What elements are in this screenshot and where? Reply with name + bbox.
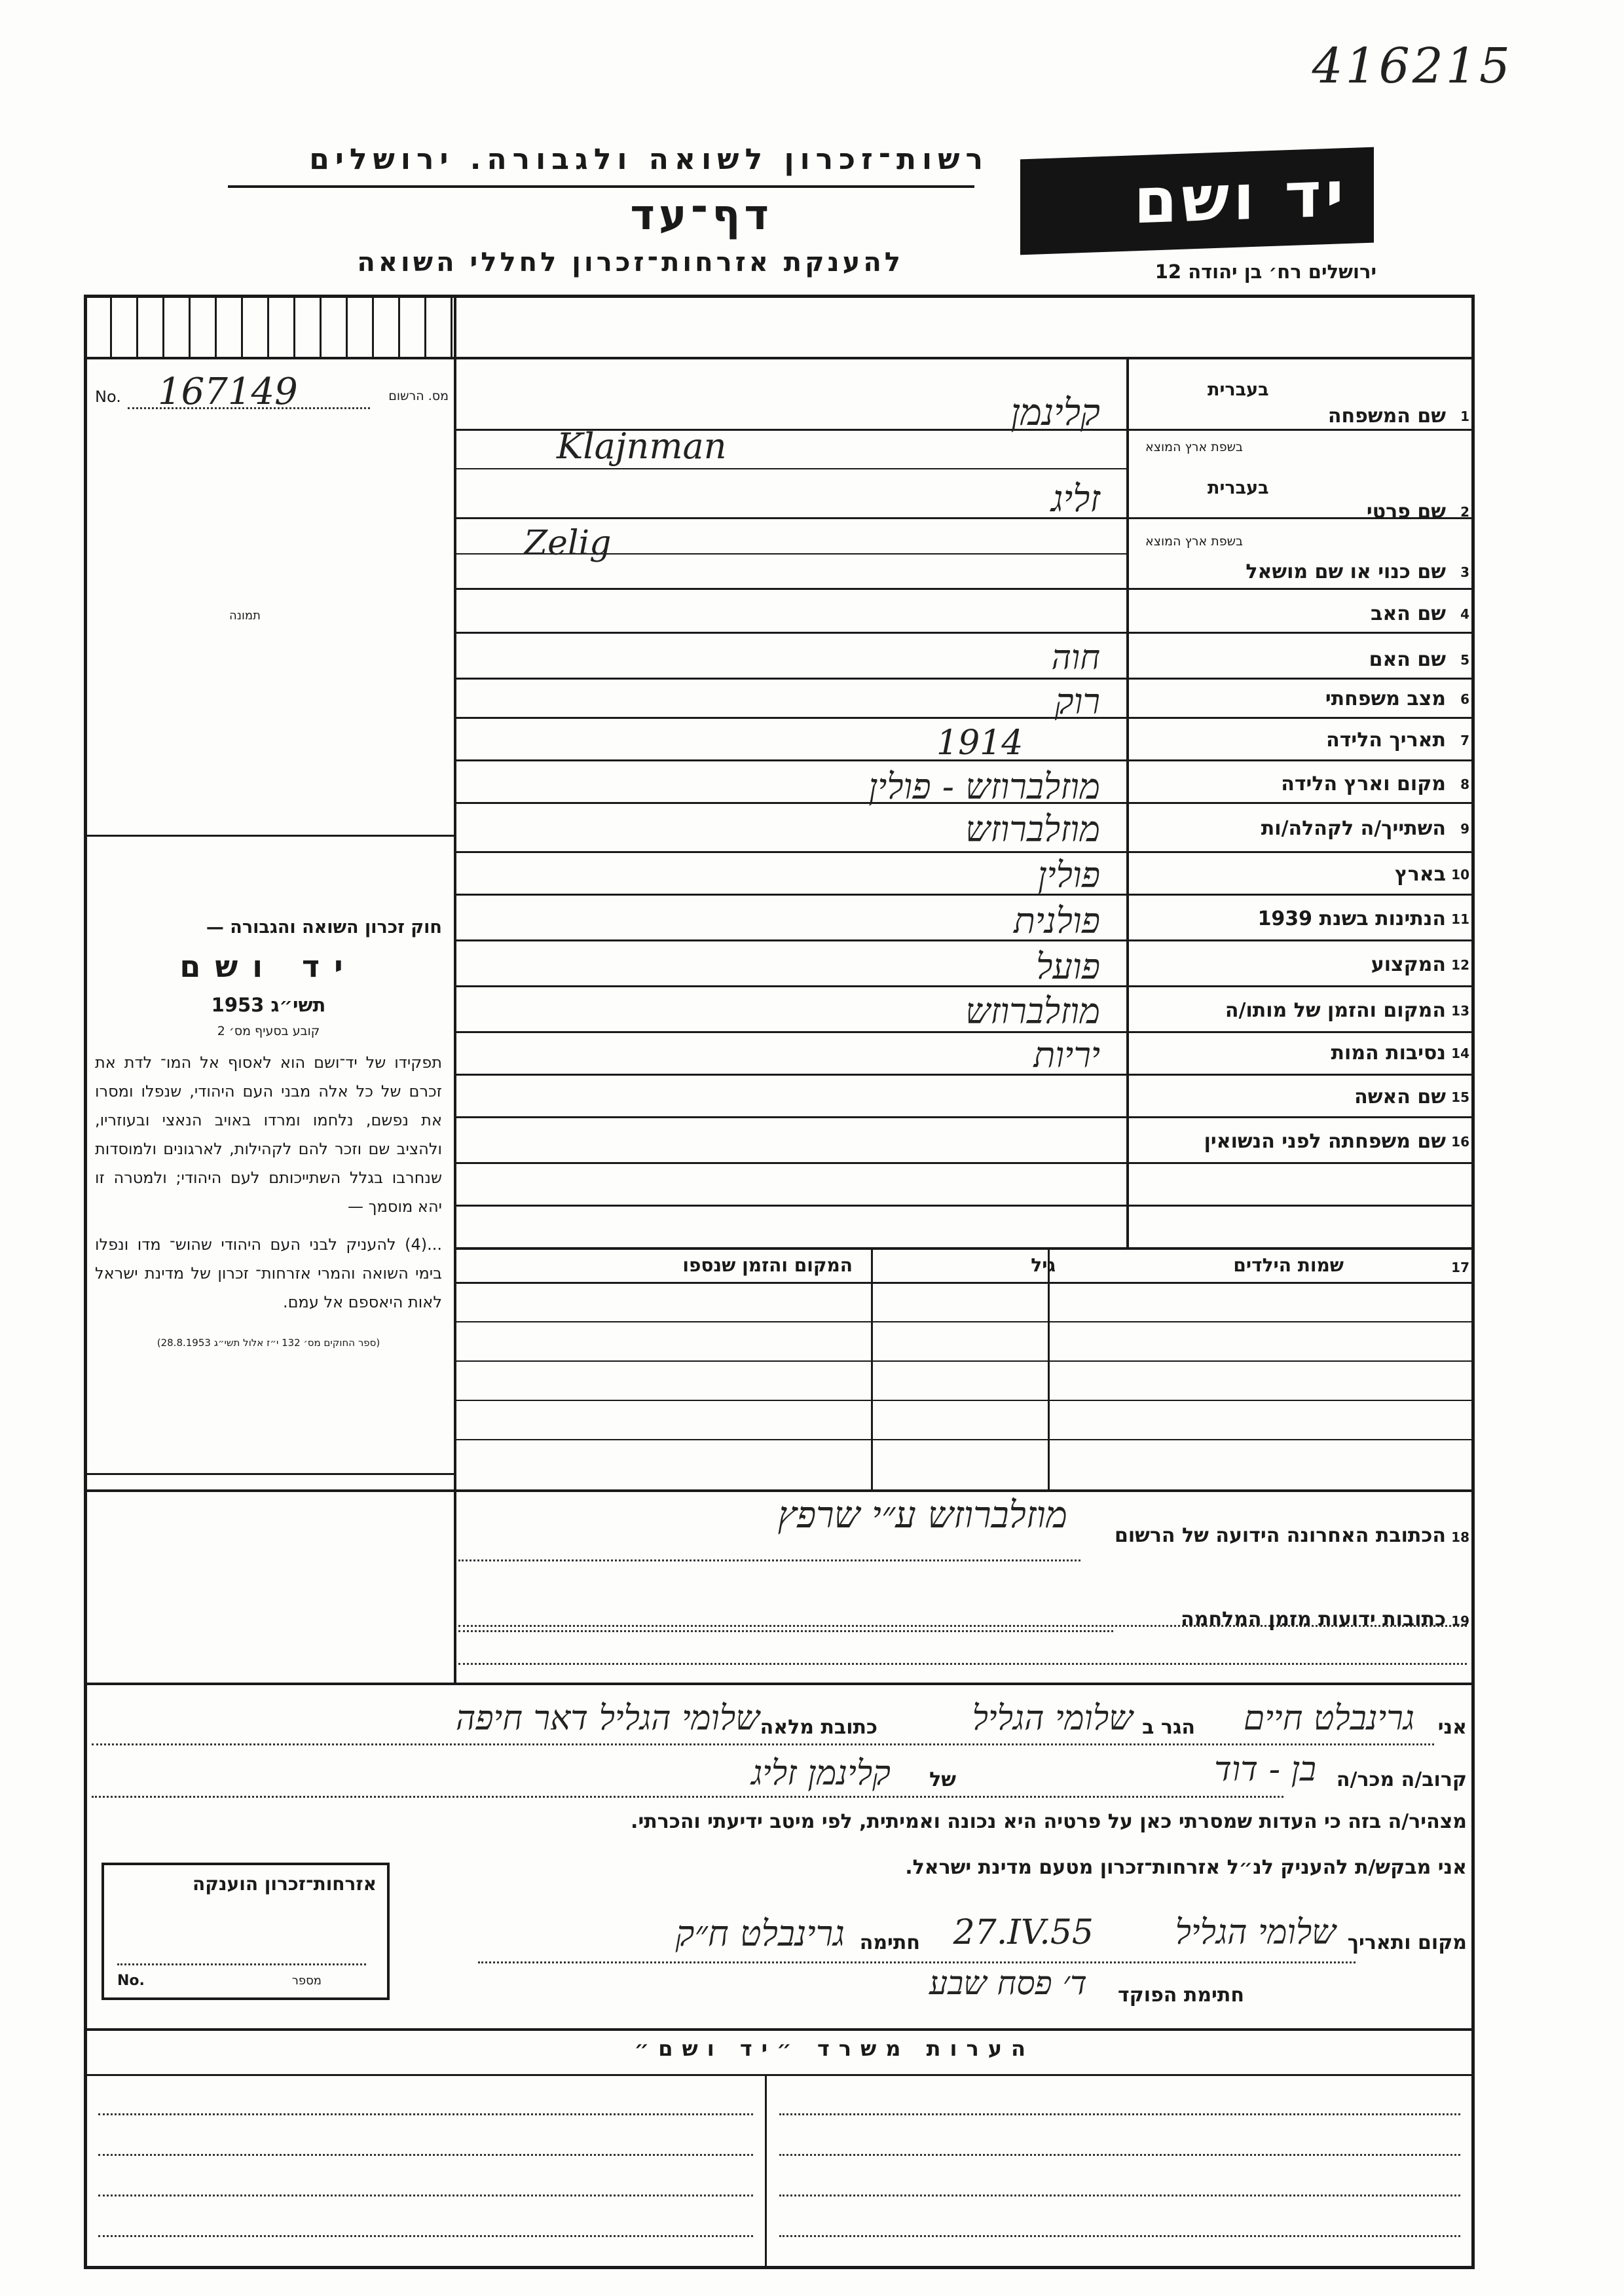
form-title: דף־עד: [630, 191, 773, 240]
form-subtitle: להענקת אזרחות־זכרון לחללי השואה: [357, 247, 904, 278]
yad-vashem-logo: [1020, 147, 1374, 255]
field-num: 13: [1451, 1003, 1469, 1019]
field-label: שם כנוי או שם מושאל: [1246, 560, 1446, 583]
box-no-label: No.: [117, 1973, 145, 1989]
date-value: 27.IV.55: [953, 1913, 1094, 1952]
field-label: השתייך/ה לקהלה/ות: [1261, 817, 1446, 840]
remarks-title: הערות משרד ״יד ושם״: [634, 2036, 1035, 2061]
field-nationality-1939: [1129, 902, 1469, 935]
signature-label: חתימה: [859, 1931, 920, 1954]
box-number-label: מספר: [291, 1974, 322, 1988]
last-address-value: מוזלברוזש ע״י שרפץ: [777, 1494, 1067, 1537]
photo-label: תמונה: [229, 609, 261, 623]
of-label: של: [929, 1768, 956, 1791]
box-title: אזרחות־זכרון הוענקה: [193, 1873, 377, 1895]
field-death-circumstances: [1129, 1038, 1469, 1070]
family-name-hebrew: קלינמן: [1010, 392, 1100, 434]
law-clause: קובע בסעיף מס׳ 2: [217, 1024, 320, 1038]
children-table-header: [455, 1250, 1475, 1282]
field-num: 2: [1460, 504, 1469, 520]
declaration-statement-1: מצהיר/ה בזה כי העדות שמסרתי כאן על פרטיה היא נכונה ואמיתית, לפי מיטב ידיעתי והכרתי.: [631, 1810, 1467, 1833]
declaration-signature-line: [458, 1899, 1467, 1964]
field-death-place-time: [1129, 994, 1469, 1027]
col-place-time: המקום והזמן שנספו: [682, 1254, 853, 1276]
law-name: יד ושם: [179, 949, 358, 984]
field-label: כתובות ידועות מזמן המלחמה: [1181, 1608, 1446, 1631]
field-label: המקצוע: [1371, 953, 1446, 976]
field-num: 18: [1451, 1529, 1469, 1545]
registration-number: 167149: [158, 371, 298, 413]
official-signature-line: [458, 1964, 1244, 2010]
field-profession: [1129, 948, 1469, 981]
field-num: 5: [1460, 652, 1469, 668]
field-num: 11: [1451, 911, 1469, 927]
death-circumstances-value: יריות: [1033, 1034, 1100, 1076]
citizenship-granted-box: [101, 1863, 390, 2000]
declaration-statement-2: אני מבקש/ת להעניק לנ״ל אזרחות־זכרון מטעם מדינת ישראל.: [905, 1856, 1467, 1879]
field-label: המקום והזמן של מותו/ה: [1225, 999, 1446, 1022]
declarant-city: שלומי הגליל: [972, 1699, 1133, 1738]
field-label: הנתינות בשנת 1939: [1257, 907, 1446, 930]
col-age: גיל: [1031, 1254, 1056, 1276]
law-text: [95, 913, 442, 1357]
field-wife-name: [1129, 1080, 1469, 1113]
field-num: 9: [1460, 821, 1469, 837]
death-place-value: מוזלברוזש: [965, 991, 1100, 1032]
field-num: 12: [1451, 957, 1469, 973]
relation-value: בן - דוד: [1214, 1750, 1316, 1789]
field-label: שם האשה: [1354, 1085, 1446, 1108]
place-date-label: מקום ותאריך: [1347, 1931, 1467, 1954]
field-first-name: [1129, 478, 1469, 555]
field-num: 1: [1460, 409, 1469, 424]
law-title: חוק זכרון השואה והגבורה —: [206, 917, 442, 938]
first-name-hebrew: זליג: [1051, 478, 1100, 520]
country-value: פולין: [1037, 854, 1100, 896]
field-mother-name: [1129, 640, 1469, 673]
field-num: 8: [1460, 776, 1469, 792]
first-name-origin: Zelig: [524, 524, 612, 563]
birth-place-value: מוזלברוזש - פולין: [868, 766, 1100, 807]
law-year: תשי״ג 1953: [211, 994, 326, 1016]
resides-label: הגר ב: [1142, 1716, 1195, 1739]
mother-name-value: חוה: [1051, 638, 1100, 678]
relative-label: קרוב/ה מכר/ה: [1336, 1768, 1467, 1791]
field-num: 15: [1451, 1089, 1469, 1105]
field-label: נסיבות המות: [1331, 1042, 1446, 1065]
field-father-name: [1129, 596, 1469, 629]
field-maiden-name: [1129, 1125, 1469, 1157]
field-label: שם האם: [1369, 648, 1446, 671]
law-para-1: תפקידו של יד־ושם הוא לאסוף אל המו־ לדת את זכרם של כל אלה מבני העם היהודי, שנפלו ומסרו את נפשם, נלחמו ומרדו באויב הנאצי ובעוזריו, ולהציב שם וזכר להם לקהילות, לארגונים ולמוסדות שנחרבו בגלל השתייכותם לעם היהודי; ולמטרה זו יהא מוסמך —: [95, 1053, 442, 1216]
origin-label: בשפת ארץ המוצא: [1145, 440, 1244, 454]
registration-heb-label: מס. הרשום: [388, 389, 449, 403]
logo-text: יד ושם: [1134, 156, 1348, 238]
origin-label: בשפת ארץ המוצא: [1145, 534, 1244, 549]
field-label: שם משפחתה לפני הנשואין: [1204, 1130, 1446, 1153]
field-label: שם פרטי: [1366, 500, 1446, 523]
col-children-names: שמות הילדים: [1233, 1254, 1344, 1276]
field-num: 7: [1460, 733, 1469, 748]
field-label: תאריך הלידה: [1326, 729, 1446, 752]
field-num: 6: [1460, 691, 1469, 707]
signature-value: גרינבלט ח״ק: [675, 1913, 845, 1954]
field-marital-status: [1129, 682, 1469, 715]
registration-no-label: No.: [95, 388, 121, 406]
law-para-2: ...(4) להעניק לבני העם היהודי שהוש־ מדו ונפלו בימי השואה והמרי אזרחות־ זכרון של מדינת ישראל לאות היאספם אל עמם.: [95, 1235, 442, 1311]
field-family-name: [1129, 380, 1469, 457]
full-address-label: כתובת מלאה: [760, 1716, 877, 1739]
of-name-value: קלינמן זליג: [751, 1754, 891, 1793]
declaration-line-2: [92, 1745, 1467, 1797]
birth-date-value: 1914: [936, 723, 1024, 763]
official-signature: ד׳ פסח שבע: [929, 1964, 1087, 2002]
official-label: חתימת הפוקד: [1118, 1984, 1244, 2007]
declarant-full-address: שלומי הגליל דאר חיפה: [455, 1699, 760, 1738]
field-country: [1129, 858, 1469, 890]
archive-number: 416215: [1312, 38, 1513, 94]
field-num: 14: [1451, 1046, 1469, 1061]
hebrew-label: בעברית: [1208, 478, 1269, 498]
field-num: 4: [1460, 606, 1469, 622]
declaration-line-1: [92, 1692, 1467, 1745]
registration-row: [95, 371, 449, 413]
authority-title: רשות־זכרון לשואה ולגבורה. ירושלים: [309, 143, 989, 176]
marital-status-value: רוק: [1054, 681, 1100, 722]
profession-value: פועל: [1036, 946, 1100, 987]
law-citation: (ספר החוקים מס׳ 132 י״ז אלול תשי״ג 28.8.1953): [157, 1337, 380, 1349]
declarant-name: גרינבלט חיים: [1243, 1699, 1414, 1738]
field-label: שם האב: [1371, 602, 1446, 625]
field-birth-place: [1129, 766, 1469, 799]
field-num: 3: [1460, 564, 1469, 580]
field-label: מצב משפחתי: [1325, 687, 1446, 710]
ani-label: אני: [1437, 1716, 1467, 1739]
field-num: 17: [1451, 1260, 1469, 1275]
field-num: 16: [1451, 1134, 1469, 1150]
place-value: שלומי הגליל: [1175, 1913, 1336, 1952]
community-value: מוזלברוזש: [965, 809, 1100, 850]
family-name-origin: Klajnman: [557, 426, 727, 467]
address: ירושלים רח׳ בן יהודה 12: [1154, 261, 1376, 283]
field-num: 19: [1451, 1613, 1469, 1629]
field-community: [1129, 812, 1469, 845]
nationality-value: פולנית: [1013, 900, 1100, 941]
field-birth-date: [1129, 723, 1469, 756]
field-label: בארץ: [1394, 863, 1446, 886]
field-label: הכתובת האחרונה הידועה של הרשום: [1114, 1524, 1446, 1547]
field-label: מקום וארץ הלידה: [1281, 773, 1446, 795]
field-num: 10: [1451, 867, 1469, 883]
field-label: שם המשפחה: [1327, 405, 1446, 428]
field-alias: [1129, 556, 1469, 589]
hebrew-label: בעברית: [1208, 380, 1269, 400]
